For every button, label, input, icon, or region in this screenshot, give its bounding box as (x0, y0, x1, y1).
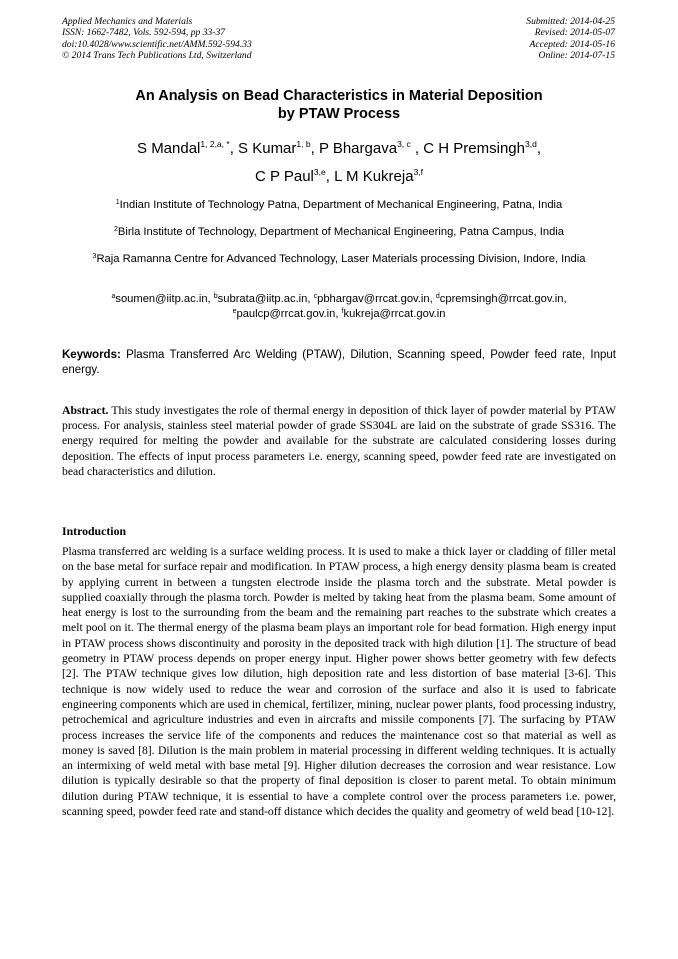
affiliation (62, 225, 616, 240)
author-name: C P Paul (254, 168, 314, 185)
author (423, 140, 541, 157)
paper-title (62, 87, 616, 123)
introduction-heading: Introduction (62, 524, 127, 538)
affiliation (62, 198, 616, 213)
title-line-2: by PTAW Process (277, 106, 401, 122)
author-sep: , (229, 140, 239, 157)
author-name: S Mandal (137, 140, 201, 157)
email-list (62, 292, 616, 322)
author (238, 140, 319, 157)
author-sup: 3,d (524, 139, 537, 149)
doi-line: doi:10.4028/www.scientific.net/AMM.592-594.33 (62, 38, 252, 50)
abstract-text: This study investigates the role of thermal energy in deposition of thick layer of powder material by PTAW process. For analysis, stainless steel material powder of grade SS304L are laid on the substrate of grade SS316. The energy required for melting the powder and available for the substrate are calculated considering losses during deposition. The effects of input process parameters i.e. energy, scanning speed, powder feed rate are investigated on bead characteristics and dilution. (62, 404, 616, 478)
introduction-text: Plasma transferred arc welding is a surface welding process. It is used to make a thick layer or cladding of filler metal on the base metal for surface repair and modification. In PTAW process, a high energy density plasma beam is created by applying current in between a tungsten electrode inside the plasma torch and the substrate. Metal powder is supplied coaxially through the plasma torch. Powder is melted by taking heat from the plasma beam. Some amount of heat energy is lost to the surrounding from the beam and the remaining part reaches to the substrate which creates a melt pool on it. The thermal energy of the plasma beam plays an important role for bead formation. High energy input in PTAW process shows discontinuity and porosity in the deposited track with high dilution [1]. The structure of bead geometry in PTAW process depends on proper energy input. Higher power shows better geometry with few defects [2]. The PTAW technique gives low dilution, high deposition rate and less distortion of base material [3-6]. This technique is now widely used to reduce the wear and corrosion of the surface and also it is used to fabricate engineering components which are used in chemical, fertilizer, mining, nuclear power plants, food processing industry, petrochemical and agriculture industries and even in aircrafts and missile components [7]. The surfacing by PTAW process increases the service life of the components and reduces the maintenance cost so that material as well as money is saved [8]. Dilution is the main problem in material processing in different welding techniques. It is actually an intermixing of weld metal with base metal [9]. Higher dilution decreases the corrosion and wear resistance. Low dilution is typically desirable so that the property of final deposition is closer to parent metal. To obtain minimum dilution during PTAW technique, it is essential to have a complete control over the process parameters i.e. power, scanning speed, powder feed rate and stand-off distance which decides the quality and geometry of weld bead [10-12]. (62, 545, 616, 819)
keywords-label: Keywords: (62, 349, 121, 361)
email-sup: d (435, 293, 440, 300)
email-sup: b (213, 293, 218, 300)
revised-date: Revised: 2014-05-07 (534, 27, 615, 39)
author (137, 140, 238, 157)
author-sep: , (310, 140, 319, 157)
author-name: S Kumar (238, 140, 297, 157)
author-sep: , (325, 168, 335, 185)
author-name: C H Premsingh (423, 140, 525, 157)
author-name: P Bhargava (318, 140, 398, 157)
keywords-text: Plasma Transferred Arc Welding (PTAW), Dilution, Scanning speed, Powder feed rate, Input energy. (62, 349, 616, 377)
affiliation-text: Raja Ramanna Centre for Advanced Technology, Laser Materials processing Division, Indore, India (96, 253, 586, 265)
publication-dates (526, 16, 615, 61)
affiliation-text: Birla Institute of Technology, Department of Mechanical Engineering, Patna Campus, India (117, 226, 564, 238)
keywords-section (62, 348, 616, 379)
affiliation-sup: 2 (114, 226, 118, 233)
affiliation (62, 252, 616, 267)
title-line-1: An Analysis on Bead Characteristics in Material Deposition (135, 88, 543, 104)
accepted-date: Accepted: 2014-05-16 (529, 38, 615, 50)
copyright-line: © 2014 Trans Tech Publications Ltd, Switzerland (62, 49, 252, 61)
author-sup: 3,f (413, 167, 424, 177)
email-sup: a (111, 293, 116, 300)
email-sup: e (232, 308, 237, 315)
author (255, 168, 334, 185)
email-sup: f (341, 308, 344, 315)
email-link[interactable]: cpremsingh@rrcat.gov.in, (439, 293, 567, 305)
author (319, 140, 423, 157)
author-sup: 3, c (397, 139, 411, 149)
email-link[interactable]: paulcp@rrcat.gov.in, (236, 308, 342, 320)
email-link[interactable]: subrata@iitp.ac.in, (217, 293, 314, 305)
journal-name: Applied Mechanics and Materials (62, 16, 193, 27)
author-name: L M Kukreja (334, 168, 414, 185)
author (334, 168, 423, 185)
author-sep: , (410, 140, 424, 157)
author-sup: 1, b (296, 139, 311, 149)
issn-line: ISSN: 1662-7482, Vols. 592-594, pp 33-37 (62, 27, 226, 39)
journal-info (62, 16, 252, 61)
author-sep: , (536, 140, 541, 157)
author-sup: 3,e (313, 167, 326, 177)
email-link[interactable]: kukreja@rrcat.gov.in (343, 308, 446, 320)
online-date: Online: 2014-07-15 (538, 49, 615, 61)
affiliation-text: Indian Institute of Technology Patna, Department of Mechanical Engineering, Patna, India (119, 199, 563, 211)
submitted-date: Submitted: 2014-04-25 (526, 16, 615, 27)
abstract-label: Abstract. (62, 404, 109, 417)
email-sup: c (313, 293, 318, 300)
affiliation-sup: 1 (115, 199, 120, 206)
email-link[interactable]: pbhargav@rrcat.gov.in, (317, 293, 436, 305)
author-sup: 1, 2,a, * (200, 139, 230, 149)
abstract-section (62, 403, 616, 479)
affiliation-sup: 3 (92, 253, 97, 260)
author-list (62, 135, 616, 191)
email-link[interactable]: soumen@iitp.ac.in, (115, 293, 214, 305)
